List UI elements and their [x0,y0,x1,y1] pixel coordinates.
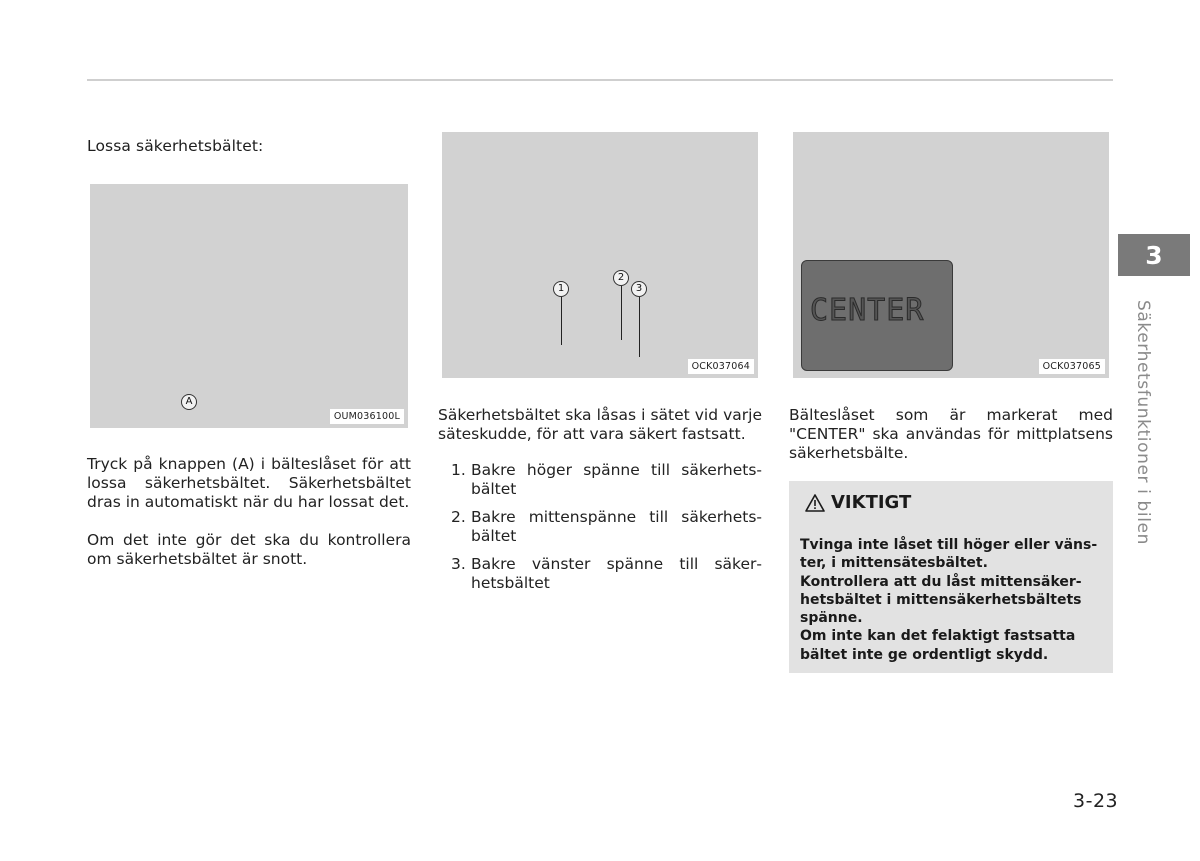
col3-intro: Bälteslåset som är markerat med "CENTER" ska användas för mittplatsens säkerhetsbälte. [789,406,1113,462]
top-rule [87,79,1113,81]
page-number: 3-23 [1073,790,1119,812]
warning-line: Kontrollera att du låst mittensäkerhetsbältet i mittensäkerhetsbältets spänne. [800,573,1082,627]
warning-line: Om inte kan det felaktigt fastsatta bältet inte ge ordentligt skydd. [800,628,1076,663]
list-item [438,508,762,546]
figure-code-left: OUM036100L [330,409,404,424]
warning-title-row [805,492,911,513]
callout-3-line [639,297,640,357]
warning-line: Tvinga inte låset till höger eller vänster, i mittensätesbältet. [800,537,1098,572]
callout-2: 2 [613,270,629,286]
buckle-list [438,461,762,602]
col1-paragraph-2: Om det inte gör det ska du kontrollera om säkerhetsbältet är snott. [87,531,411,568]
callout-a: A [181,394,197,410]
chapter-tab: 3 [1118,234,1190,276]
list-item-text: Bakre höger spänne till säkerhetsbältet [471,461,762,498]
warning-body [800,536,1102,664]
list-item [438,555,762,593]
figure-release-buckle [90,184,408,428]
figure-code-right: OCK037065 [1039,359,1105,374]
warning-triangle-icon [805,494,825,512]
list-item-number: 3. [451,555,466,573]
list-item-text: Bakre vänster spänne till säkerhetsbältet [471,555,762,592]
figure-rear-seat-buckles [442,132,758,378]
callout-2-line [621,286,622,340]
list-item-number: 2. [451,508,466,526]
list-item-number: 1. [451,461,466,479]
warning-title: VIKTIGT [831,492,912,513]
section-heading: Lossa säkerhetsbältet: [87,137,264,155]
warning-box [789,481,1113,673]
col1-paragraph-1: Tryck på knappen (A) i bälteslåset för att lossa säkerhetsbältet. Säkerhetsbältet dras in automatiskt när du har lossat det. [87,455,411,511]
list-item-text: Bakre mittenspänne till säkerhetsbältet [471,508,762,545]
figure-center-buckle [793,132,1109,378]
chapter-title: Säkerhetsfunktioner i bilen [1133,300,1153,545]
figure-code-middle: OCK037064 [688,359,754,374]
col2-intro: Säkerhetsbältet ska låsas i sätet vid varje säteskudde, för att vara säkert fastsatt. [438,406,762,443]
callout-1-line [561,297,562,345]
center-label: CENTER [810,293,925,328]
callout-1: 1 [553,281,569,297]
list-item [438,461,762,499]
callout-3: 3 [631,281,647,297]
